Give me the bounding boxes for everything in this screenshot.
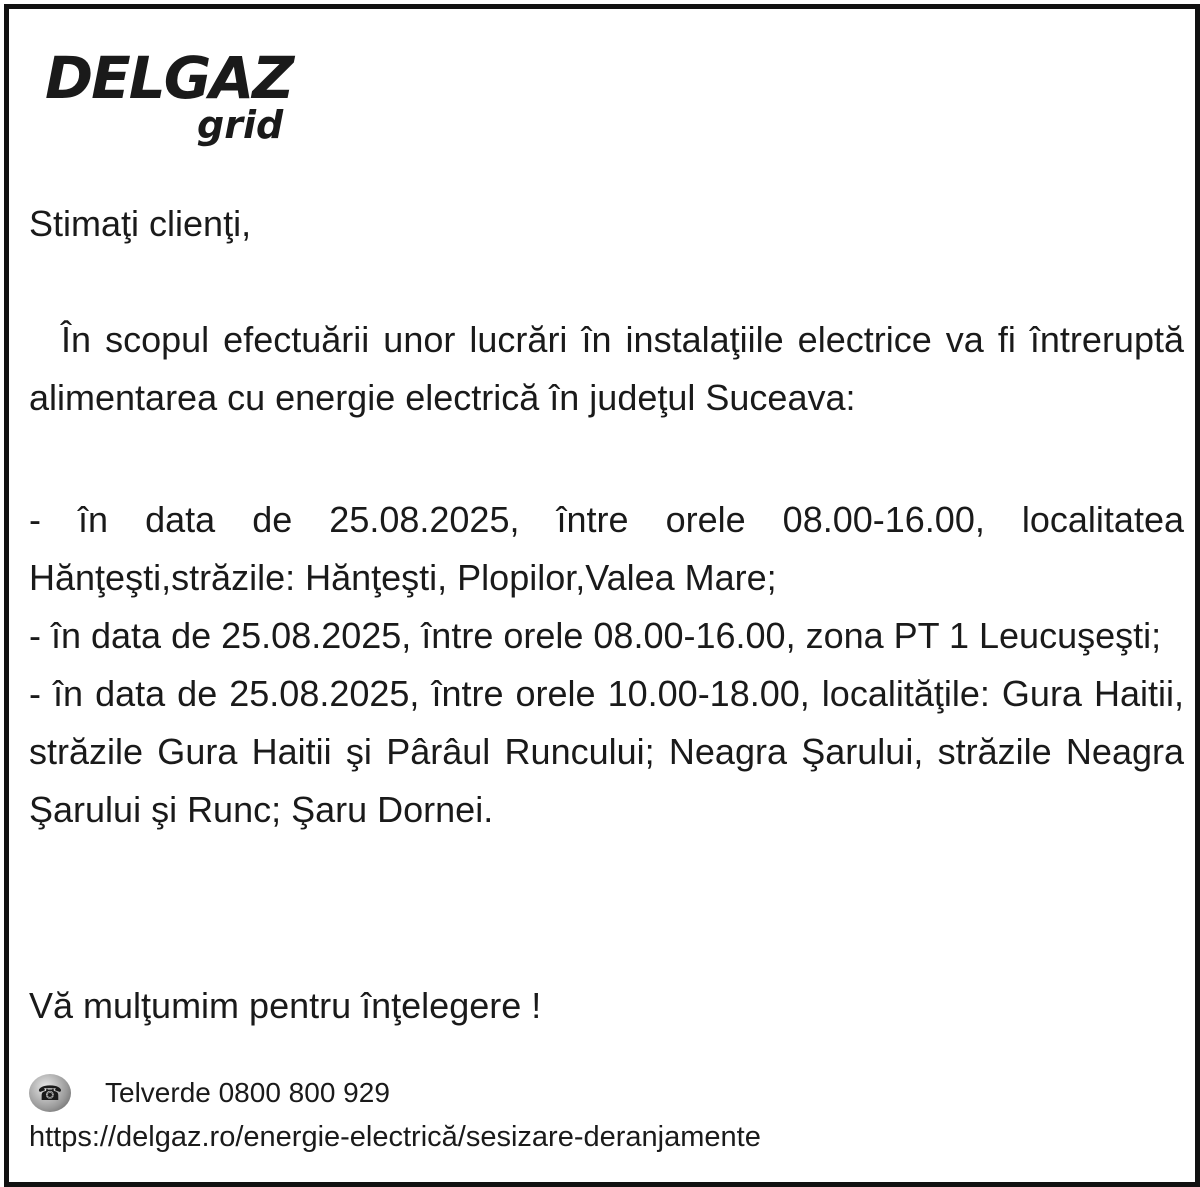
outage-list	[29, 491, 1184, 839]
phone-contact	[29, 1071, 390, 1115]
delgaz-grid-logo	[45, 44, 315, 149]
thanks-line: Vă mulţumim pentru înţelegere !	[29, 985, 542, 1026]
notice-frame	[4, 4, 1200, 1187]
outage-item: - în data de 25.08.2025, între orele 08.00-16.00, zona PT 1 Leucuşeşti;	[29, 615, 1162, 656]
phone-icon: ☎	[29, 1074, 71, 1112]
report-url[interactable]: https://delgaz.ro/energie-electrică/sesizare-deranjamente	[29, 1121, 761, 1153]
intro-paragraph: În scopul efectuării unor lucrări în instalaţiile electrice va fi întreruptă alimentarea cu energie electrică în judeţul Suceava:	[29, 319, 1184, 418]
outage-item: - în data de 25.08.2025, între orele 10.00-18.00, localităţile: Gura Haitii, străzile Gura Haitii şi Pârâul Runcului; Neagra Şarului, străzile Neagra Şarului şi Runc; Şaru Dornei.	[29, 673, 1184, 830]
logo-main-text: DELGAZ	[45, 44, 293, 112]
outage-item: - în data de 25.08.2025, între orele 08.00-16.00, localitatea Hănţeşti,străzile: Hănţeşti, Plopilor,Valea Mare;	[29, 499, 1184, 598]
logo-sub-text: grid	[197, 103, 284, 147]
greeting: Stimaţi clienţi,	[29, 203, 252, 244]
phone-text: Telverde 0800 800 929	[105, 1077, 390, 1108]
